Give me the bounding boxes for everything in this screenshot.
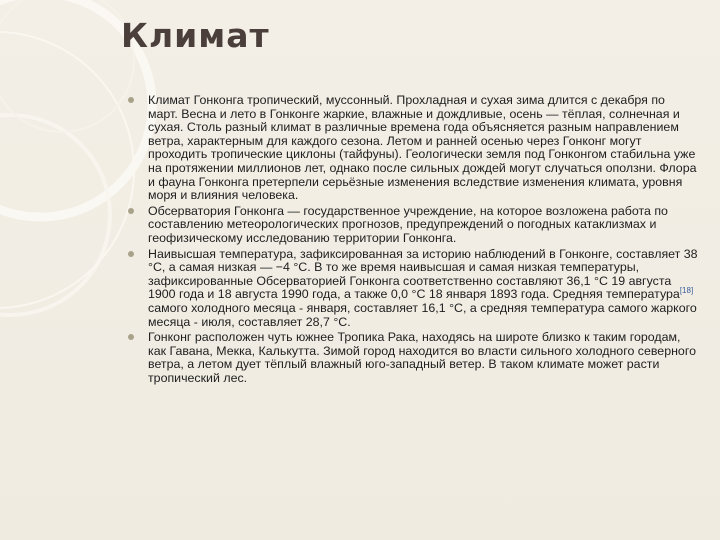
bullet-icon [128,251,134,257]
bullet-text-part: самого холодного месяца - января, составляет 16,1 °C, а средняя температура самого жаркого месяца - июля, составляет 28,7 °C. [148,300,697,329]
list-item [126,205,698,246]
bullet-list [126,94,698,387]
decorative-ring-thin [0,0,134,132]
list-item [126,248,698,330]
bullet-icon [128,208,134,214]
bullet-text [148,248,698,330]
bullet-icon [128,334,134,340]
decorative-ring-small [0,32,134,308]
bullet-icon [128,97,134,103]
footnote-link[interactable]: [18] [679,286,694,296]
bullet-text: Климат Гонконга тропический, муссонный. Прохладная и сухая зима длится с декабря по март. Весна и лето в Гонконге жаркие, влажные и дождливые, осень — тёплая, солнечная и сухая. Столь разный климат в различные времена года объясняется разным направлением ветра, характерным для каждого сезона. Летом и ранней осенью через Гонконг могут проходить тропические циклоны (тайфуны). Геологически земля под Гонконгом стабильна уже на протяжении миллионов лет, однако после сильных дождей могут случаться оползни. Флора и фауна Гонконга претерпели серьёзные изменения вследствие изменения климата, уровня моря и влияния человека. [148,93,697,203]
bullet-text: Гонконг расположен чуть южнее Тропика Рака, находясь на широте близко к таким городам, как Гавана, Мекка, Калькутта. Зимой город находится во власти сильного холодного северного ветра, а летом дует тёплый влажный юго-западный ветер. В таком климате может расти тропический лес. [148,330,696,385]
slide-title: Климат [121,16,270,55]
bullet-text-part: Наивысшая температура, зафиксированная за историю наблюдений в Гонконге, составляет 38 °C, а самая низкая — −4 °C. В то же время наивысшая и самая низкая температуры, зафиксированные Обсерваторией Гонконга соответственно составляют 36,1 °C 19 августа 1900 года и 18 августа 1990 года, а также 0,0 °C 18 января 1893 года. Средняя температура [148,246,698,302]
bullet-text: Обсерватория Гонконга — государственное учреждение, на которое возложена работа по составлению метеорологических прогнозов, предупреждений о погодных катаклизмах и геофизическому исследованию территории Гонконга. [148,203,668,245]
list-item [126,94,698,203]
decorative-ring-medium [0,115,110,315]
list-item [126,331,698,385]
